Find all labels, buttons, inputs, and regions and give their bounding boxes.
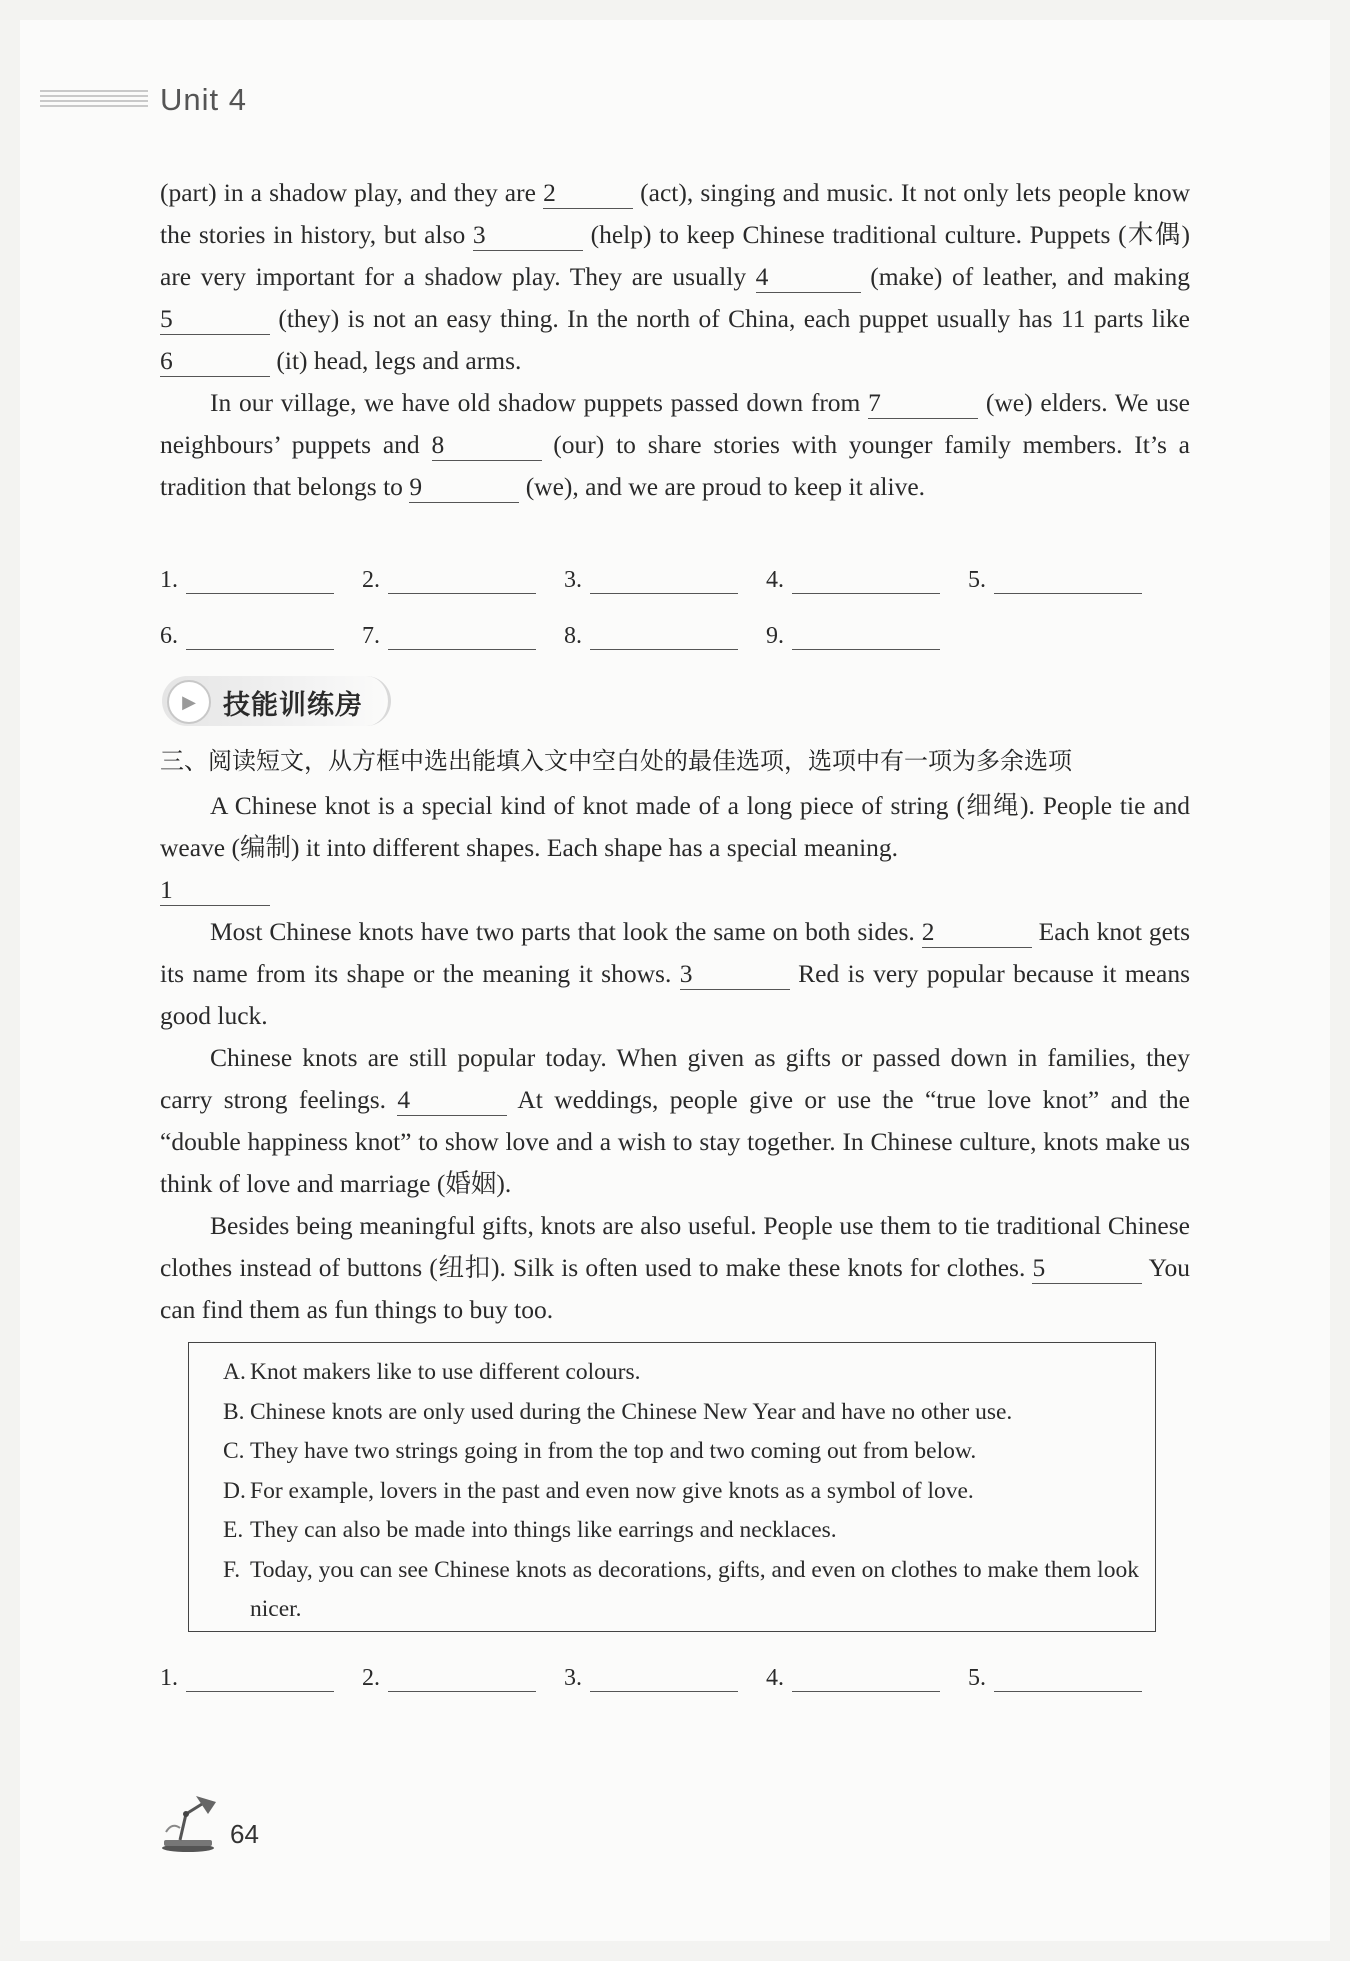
answer-item[interactable]: 4. [766, 567, 968, 594]
blank-3: 3 [473, 220, 583, 251]
blank-2: 2 [543, 178, 633, 209]
option-item: B. Chinese knots are only used during the Chinese New Year and have no other use. [223, 1398, 1013, 1425]
answer-item[interactable]: 4. [766, 1665, 968, 1692]
play-icon: ▶ [167, 680, 211, 724]
blank-1: 1 [160, 875, 270, 906]
answer-lines-2 [160, 1636, 1180, 1692]
passage-2-paragraph-3: Chinese knots are still popular today. When given as gifts or passed down in families, they carry strong feelings. 4 At weddings, people give or use the “true love knot” and the “double happiness knot” to show love and a wish to stay together. In Chinese culture, knots make us think of love and marriage (婚姻). [160, 1043, 1190, 1198]
answer-item[interactable]: 3. [564, 1665, 766, 1692]
answer-item[interactable]: 5. [968, 567, 1170, 594]
answer-item[interactable]: 2. [362, 1665, 564, 1692]
header-decoration [40, 90, 148, 110]
passage-1-paragraph-1: (part) in a shadow play, and they are 2 (act), singing and music. It not only lets people know the stories in history, but also 3 (help) to keep Chinese traditional culture. Puppets (木偶) are very important for a shadow play. They are usually 4 (make) of leather, and making 5 (they) is not an easy thing. In the north of China, each puppet usually has 11 parts like 6 (it) head, legs and arms. [160, 178, 1191, 375]
answer-item[interactable]: 3. [564, 567, 766, 594]
answer-row [160, 1636, 1180, 1692]
answer-item[interactable]: 1. [160, 567, 362, 594]
blank-2: 2 [922, 917, 1032, 948]
answer-row [160, 594, 1180, 650]
passage-2 [160, 785, 1190, 1331]
blank-4: 4 [397, 1085, 507, 1116]
passage-2-paragraph-4: Besides being meaningful gifts, knots are also useful. People use them to tie traditional Chinese clothes instead of buttons (纽扣). Silk is often used to make these knots for clothes. 5 You can find them as fun things to buy too. [160, 1211, 1190, 1324]
answer-item[interactable]: 6. [160, 623, 362, 650]
passage-1-paragraph-2: In our village, we have old shadow puppets passed down from 7 (we) elders. We use neighbours’ puppets and 8 (our) to share stories with younger family members. It’s a tradition that belongs to 9 (we), and we are proud to keep it alive. [160, 388, 1191, 501]
section-instruction: 三、阅读短文，从方框中选出能填入文中空白处的最佳选项，选项中有一项为多余选项 [160, 747, 1072, 775]
answer-item[interactable]: 7. [362, 623, 564, 650]
option-item: C. They have two strings going in from the top and two coming out from below. [223, 1438, 977, 1464]
answer-item[interactable]: 5. [968, 1665, 1170, 1692]
page-header [40, 80, 247, 120]
option-item: F. Today, you can see Chinese knots as decorations, gifts, and even on clothes to make them look nicer. [223, 1556, 1139, 1622]
blank-3: 3 [680, 959, 790, 990]
section-tag [162, 676, 392, 728]
blank-8: 8 [432, 430, 542, 461]
blank-7: 7 [868, 388, 978, 419]
unit-title: Unit 4 [160, 82, 247, 117]
passage-2-paragraph-1: A Chinese knot is a special kind of knot made of a long piece of string (细绳). People tie and weave (编制) it into different shapes. Each shape has a special meaning. 1 [160, 791, 1190, 904]
desk-lamp-icon [158, 1792, 222, 1854]
blank-5: 5 [160, 304, 270, 335]
answer-lines-1 [160, 538, 1180, 650]
answer-item[interactable]: 8. [564, 623, 766, 650]
blank-6: 6 [160, 346, 270, 377]
passage-2-paragraph-2: Most Chinese knots have two parts that look the same on both sides. 2 Each knot gets its name from its shape or the meaning it shows. 3 Red is very popular because it means good luck. [160, 917, 1190, 1030]
page-footer [158, 1792, 259, 1854]
option-item: E. They can also be made into things like earrings and necklaces. [223, 1517, 837, 1543]
option-item: D. For example, lovers in the past and even now give knots as a symbol of love. [223, 1477, 974, 1504]
section-tag-label: 技能训练房 [223, 689, 363, 721]
option-item: A. Knot makers like to use different colours. [223, 1359, 641, 1385]
options-box [188, 1342, 1156, 1632]
answer-row [160, 538, 1180, 594]
answer-item[interactable]: 1. [160, 1665, 362, 1692]
blank-4: 4 [756, 262, 861, 293]
blank-5: 5 [1032, 1253, 1142, 1284]
blank-9: 9 [409, 472, 519, 503]
passage-1 [160, 172, 1190, 508]
answer-item[interactable]: 9. [766, 623, 968, 650]
answer-item[interactable]: 2. [362, 567, 564, 594]
page-number: 64 [230, 1819, 259, 1849]
